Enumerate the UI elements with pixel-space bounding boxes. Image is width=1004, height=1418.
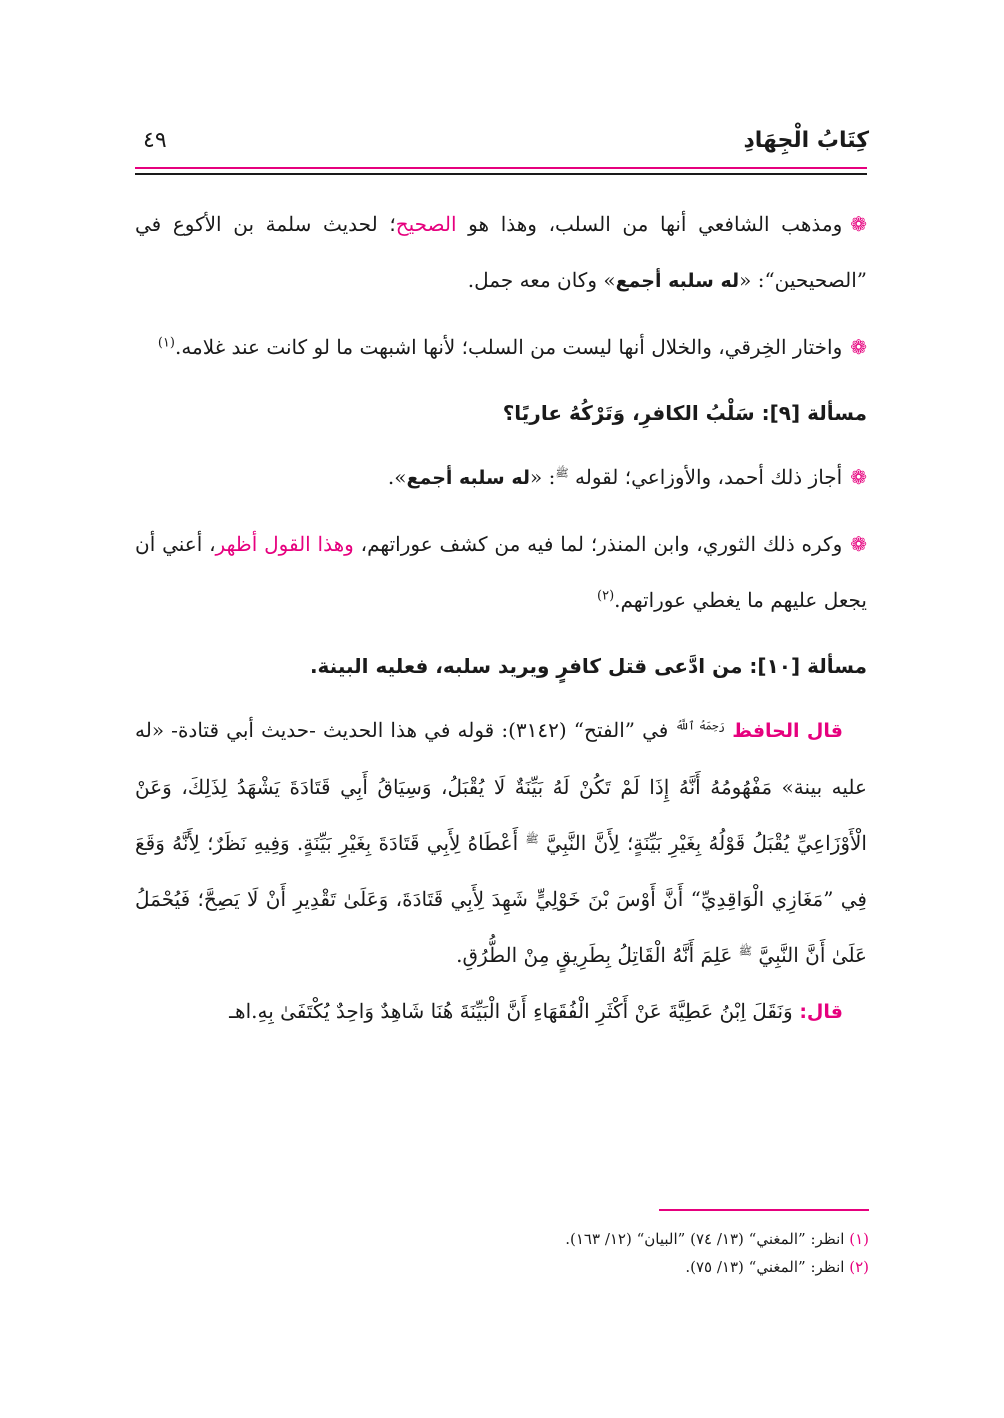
- paragraph-1: [135, 196, 867, 309]
- chapter-title: كِتَابُ الْجِهَادِ: [743, 128, 869, 153]
- highlighted-text: وهذا القول أظهر: [215, 532, 354, 556]
- footnote-2: [137, 1253, 869, 1281]
- text: وكره ذلك الثوري، وابن المنذر؛ لما فيه من كشف عوراتهم،: [353, 532, 843, 556]
- text: أجاز ذلك أحمد، والأوزاعي؛ لقوله: [568, 465, 843, 489]
- header-rule-accent: [135, 167, 867, 169]
- masala-9-heading: [135, 385, 867, 441]
- speaker-label: قال الحافظ: [724, 720, 843, 742]
- page-number: ٤٩: [143, 128, 167, 153]
- paragraph-4: [135, 516, 867, 628]
- text: وَنَقَلَ اِبْنُ عَطِيَّةَ عَنْ أَكْثَرِ الْفُقَهَاءِ أَنَّ الْبَيِّنَةَ هُنَا شَاهِدٌ وَاحِدٌ يُكْتَفَىٰ بِهِ.اهـ: [229, 999, 793, 1023]
- flower-ornament-icon: ❁: [850, 335, 867, 359]
- flower-ornament-icon: ❁: [850, 212, 867, 236]
- paragraph-3: [135, 449, 867, 506]
- masala-label: مسألة [١٠]:: [742, 654, 867, 678]
- salawat-glyph: ﷺ: [555, 466, 569, 480]
- text: في ”الفتح“ (٣١٤٢): قوله في هذا الحديث -حديث أبي قتادة- «له عليه بينة» مَفْهُومُهُ أَنَّهُ إِذَا لَمْ تَكُنْ لَهُ بَيِّنَةٌ لَا يُقْبَلُ، وَسِيَاقُ أَبِي قَتَادَةَ يَشْهَدُ لِذَلِكَ، وَعَنْ الْأَوْزَاعِيِّ يُقْبَلُ قَوْلُهُ بِغَيْرِ بَيِّنَةٍ؛ لِأَنَّ النَّبِيَّ: [135, 718, 867, 855]
- text: ».: [387, 465, 407, 489]
- paragraph-6: [135, 983, 867, 1040]
- hadith-quote: له سلبه أجمع: [406, 467, 531, 489]
- text: عَلِمَ أَنَّهُ الْقَاتِلُ بِطَرِيقٍ مِنْ الطُّرُقِ.: [456, 943, 739, 967]
- flower-ornament-icon: ❁: [850, 532, 868, 556]
- text: أَعْطَاهُ لِأَبِي قَتَادَةَ بِغَيْرِ بَيِّنَةٍ. وَفِيهِ نَظَرٌ؛ لِأَنَّهُ وَقَعَ فِي ”مَغَازِي الْوَاقِدِيِّ“ أَنَّ أَوْسَ بْنَ خَوْلِيٍّ شَهِدَ لِأَبِي قَتَادَةَ، وَعَلَىٰ تَقْدِيرِ أَنْ لَا يَصِحَّ؛ فَيُحْمَلُ عَلَىٰ أَنَّ النَّبِيَّ: [135, 831, 867, 967]
- footnote-number: (١): [849, 1230, 869, 1248]
- footnote-1: [137, 1225, 869, 1253]
- salawat-glyph: ﷺ: [525, 832, 539, 846]
- text: ، أعني أن يجعل عليهم ما يغطي عوراتهم.: [135, 532, 867, 612]
- salawat-glyph: ﷺ: [738, 944, 753, 958]
- paragraph-2: [135, 319, 867, 375]
- masala-title: من ادَّعى قتل كافرٍ ويريد سلبه، فعليه البينة.: [309, 654, 743, 678]
- hadith-quote: له سلبه أجمع: [615, 270, 740, 292]
- running-header: [135, 128, 869, 160]
- rahimahu-glyph: رَحِمَهُ ٱللَّهُ: [675, 719, 725, 733]
- speaker-label: قال:: [792, 1001, 843, 1023]
- footnote-number: (٢): [849, 1258, 869, 1276]
- text: ؛ لحديث سلمة بن الأكوع في ”الصحيحين“: «: [135, 212, 867, 292]
- footnote-separator: [659, 1209, 869, 1211]
- text: واختار الخِرقي، والخلال أنها ليست من السلب؛ لأنها اشبهت ما لو كانت عند غلامه.: [174, 335, 843, 359]
- highlighted-text: الصحيح: [395, 212, 457, 236]
- footnote-text: انظر: ”المغني“ (١٣/ ٧٥).: [685, 1258, 845, 1276]
- masala-label: مسألة [٩]:: [754, 401, 867, 425]
- text: » وكان معه جمل.: [467, 268, 616, 292]
- text: ومذهب الشافعي أنها من السلب، وهذا هو: [456, 212, 843, 236]
- footnote-text: انظر: ”المغني“ (١٣/ ٧٤) ”البيان“ (١٢/ ١٦٣).: [565, 1230, 845, 1248]
- paragraph-5: [135, 702, 867, 983]
- footnotes: [137, 1225, 869, 1281]
- masala-10-heading: [135, 638, 867, 694]
- header-rule: [135, 173, 867, 175]
- footnote-ref[interactable]: (١): [157, 335, 175, 351]
- flower-ornament-icon: ❁: [850, 465, 867, 489]
- text: : «: [530, 465, 556, 489]
- page-body: [135, 196, 867, 1040]
- masala-title: سَلْبُ الكافرِ، وَتَرْكُهُ عاريًا؟: [502, 401, 755, 425]
- footnote-ref[interactable]: (٢): [597, 588, 615, 604]
